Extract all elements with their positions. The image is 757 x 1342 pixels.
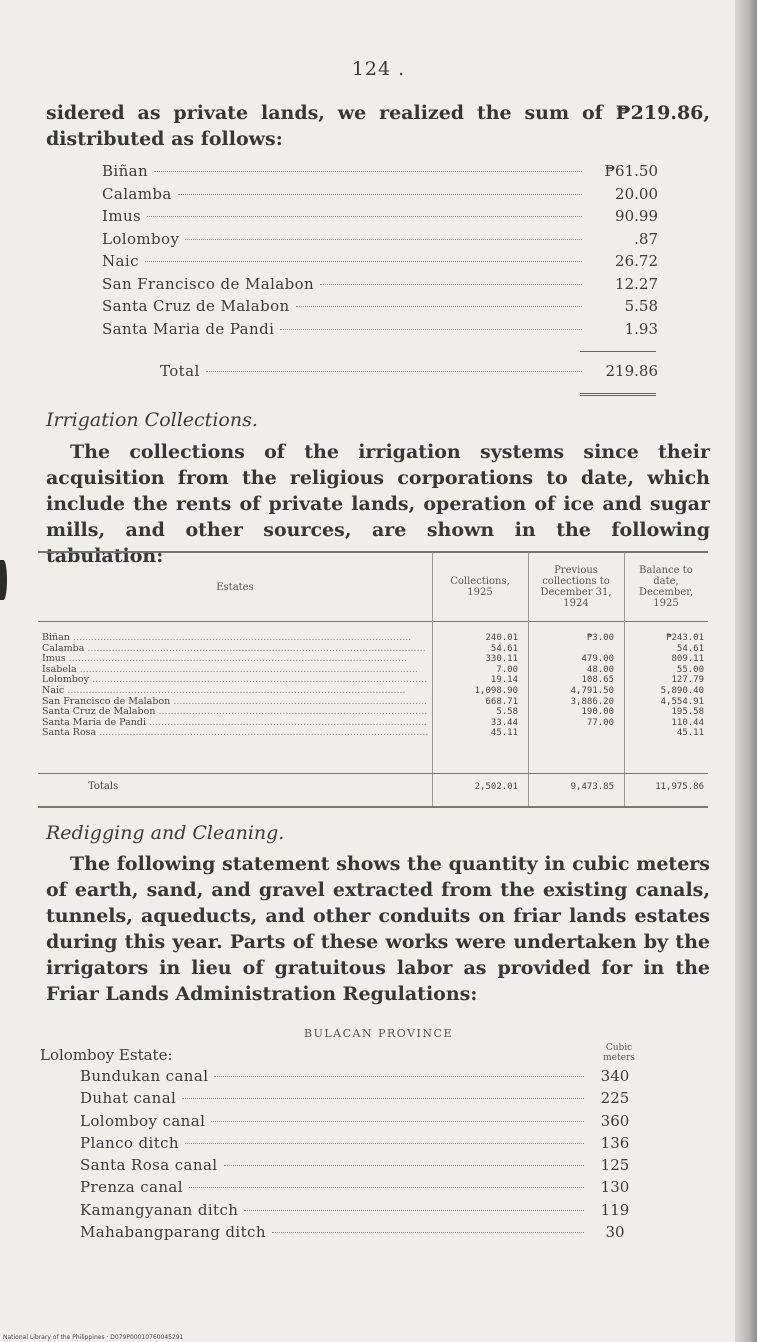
intro-paragraph: sidered as private lands, we realized the sum of ₱219.86, distributed as follows: xyxy=(46,102,710,150)
irrigation-heading: Irrigation Collections. xyxy=(46,409,258,431)
col-header-collections: Collections, 1925 xyxy=(450,576,510,598)
list-item: Prenza canal 130 xyxy=(80,1178,630,1197)
list-item: Santa Cruz de Malabon 5.58 xyxy=(102,297,658,315)
table-row: Santa Cruz de Malabon ..... 5.58 190.00 195.58 xyxy=(38,707,708,718)
list-item: Planco ditch 136 xyxy=(80,1133,630,1152)
table-row: Lolomboy ..... 19.14 108.65 127.79 xyxy=(38,675,708,686)
table-row: Santa Rosa ..... 45.11 45.11 xyxy=(38,728,708,739)
list-item: Biñan ₱61.50 xyxy=(102,162,658,180)
totals-collections: 2,502.01 xyxy=(474,782,518,792)
redigging-paragraph: The following statement shows the quantity in cubic meters of earth, sand, and gravel extracted from the existing canals, tunnels, aqueducts, and other conduits on friar lands estates during this year. Parts of these works were undertaken by the irrigators in lieu of gratuitous labor as provided for in the Friar Lands Administration Regulations: xyxy=(46,853,710,1005)
binding-mark xyxy=(0,560,7,600)
table-row: Santa Maria de Pandi ..... 33.44 77.00 110.44 xyxy=(38,718,708,729)
totals-balance: 11,975.86 xyxy=(655,782,704,792)
double-rule xyxy=(580,393,656,396)
total-row: Total 219.86 xyxy=(160,362,658,380)
estate-label: Lolomboy Estate: xyxy=(40,1046,173,1064)
totals-row xyxy=(38,773,708,800)
col-header-previous: Previous collections to December 31, 1924 xyxy=(540,565,612,609)
list-item: Calamba 20.00 xyxy=(102,184,658,203)
page-number: 124 . xyxy=(351,58,406,80)
province-heading: BULACAN PROVINCE xyxy=(304,1027,453,1040)
irrigation-paragraph: The collections of the irrigation systems since their acquisition from the religious corporations to date, which include the rents of private lands, operation of ice and sugar mills, and other sources, are shown in the following tabulation: xyxy=(46,441,710,567)
canal-list xyxy=(80,1067,640,1245)
table-row: Naic ..... 1,098.90 4,791.50 5,890.40 xyxy=(38,686,708,697)
page-edge xyxy=(735,0,757,1342)
private-lands-list xyxy=(102,162,658,342)
list-item: Naic 26.72 xyxy=(102,252,658,270)
list-item: San Francisco de Malabon 12.27 xyxy=(102,274,658,293)
totals-label: Totals xyxy=(88,781,119,792)
list-item: Kamangyanan ditch 119 xyxy=(80,1200,630,1219)
list-item: Mahabangparang ditch 30 xyxy=(80,1223,625,1242)
table-row: Biñan ..... 240.01 ₱3.00 ₱243.01 xyxy=(38,633,708,644)
table-row: Isabela ..... 7.00 48.00 55.00 xyxy=(38,665,708,676)
list-item: Lolomboy canal 360 xyxy=(80,1111,630,1130)
list-item: Duhat canal 225 xyxy=(80,1089,630,1108)
footer-watermark: National Library of the Philippines · D079P00010760045291 xyxy=(3,1334,184,1341)
table-row: Imus ..... 330.11 479.00 809.11 xyxy=(38,654,708,665)
table-header xyxy=(38,553,708,622)
totals-previous: 9,473.85 xyxy=(570,782,614,792)
list-item: Santa Maria de Pandi 1.93 xyxy=(102,319,658,338)
list-item: Bundukan canal 340 xyxy=(80,1067,630,1085)
col-header-balance: Balance to date, December, 1925 xyxy=(638,565,694,609)
collections-table xyxy=(38,551,708,808)
unit-header: Cubic meters xyxy=(603,1043,635,1063)
table-row: Calamba ..... 54.61 54.61 xyxy=(38,644,708,655)
list-item: Imus 90.99 xyxy=(102,207,658,225)
private-lands-total xyxy=(160,362,658,385)
table-row: San Francisco de Malabon ..... 668.71 3,886.20 4,554.91 xyxy=(38,697,708,708)
redigging-heading: Redigging and Cleaning. xyxy=(46,822,285,844)
total-rule xyxy=(580,351,656,352)
list-item: Santa Rosa canal 125 xyxy=(80,1156,630,1175)
list-item: Lolomboy .87 xyxy=(102,229,658,248)
col-header-estates: Estates xyxy=(216,581,254,593)
